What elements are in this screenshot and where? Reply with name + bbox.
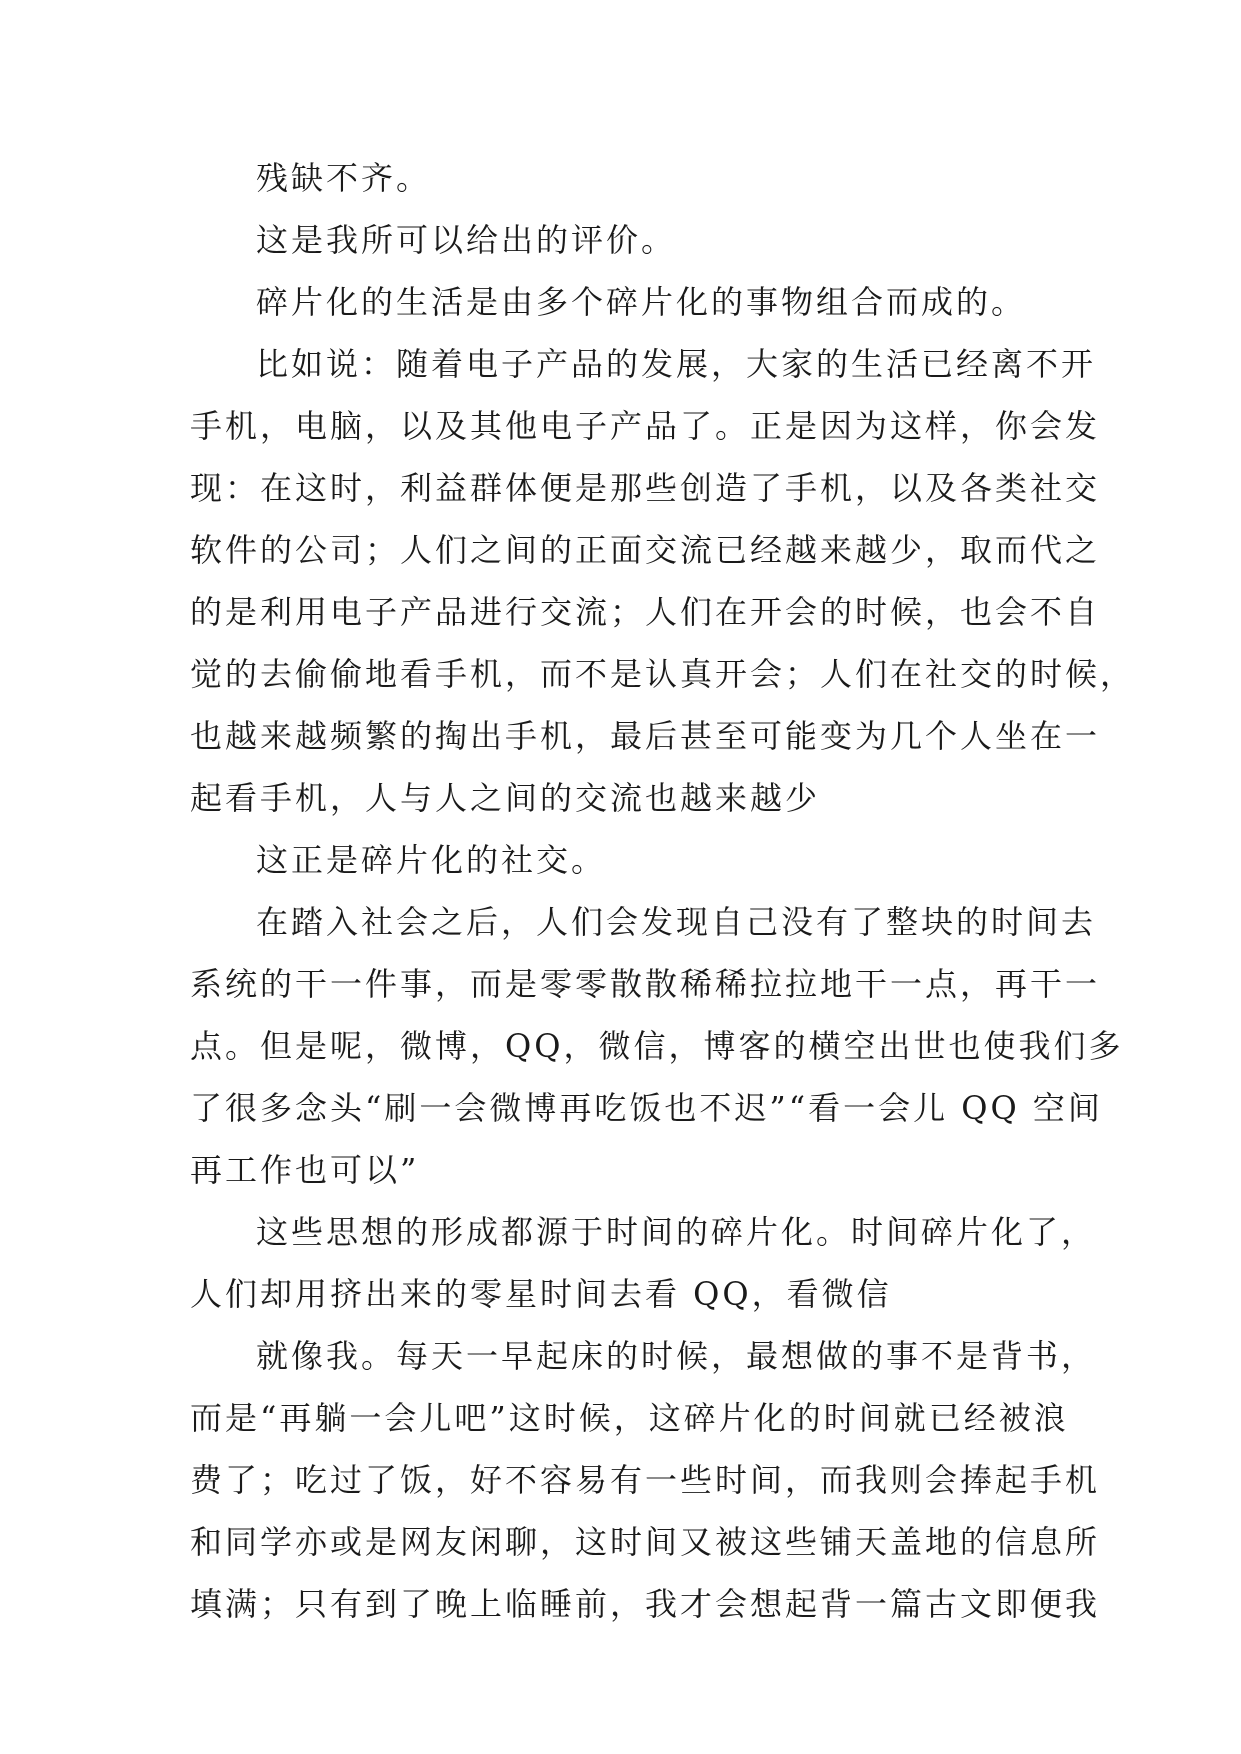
text-line: 在踏入社会之后，人们会发现自己没有了整块的时间去 xyxy=(256,903,1097,941)
text-line: 起看手机，人与人之间的交流也越来越少 xyxy=(190,779,821,817)
text-line: 点。但是呢，微博，QQ，微信，博客的横空出世也使我们多 xyxy=(190,1027,1124,1065)
text-line: 也越来越频繁的掏出手机，最后甚至可能变为几个人坐在一 xyxy=(190,717,1101,755)
text-line: 软件的公司；人们之间的正面交流已经越来越少，取而代之 xyxy=(190,531,1101,569)
text-line: 残缺不齐。 xyxy=(256,159,432,197)
text-line: 觉的去偷偷地看手机，而不是认真开会；人们在社交的时候， xyxy=(190,655,1136,693)
text-line: 人们却用挤出来的零星时间去看 QQ，看微信 xyxy=(190,1275,892,1313)
text-line: 这正是碎片化的社交。 xyxy=(256,841,607,879)
text-line: 这是我所可以给出的评价。 xyxy=(256,221,677,259)
text-line: 系统的干一件事，而是零零散散稀稀拉拉地干一点，再干一 xyxy=(190,965,1101,1003)
text-line: 的是利用电子产品进行交流；人们在开会的时候，也会不自 xyxy=(190,593,1101,631)
text-line: 手机，电脑，以及其他电子产品了。正是因为这样，你会发 xyxy=(190,407,1101,445)
text-line: 和同学亦或是网友闲聊，这时间又被这些铺天盖地的信息所 xyxy=(190,1523,1101,1561)
text-line: 就像我。每天一早起床的时候，最想做的事不是背书， xyxy=(256,1337,1097,1375)
text-line: 再工作也可以” xyxy=(190,1151,420,1189)
text-line: 这些思想的形成都源于时间的碎片化。时间碎片化了， xyxy=(256,1213,1097,1251)
text-line: 现：在这时，利益群体便是那些创造了手机，以及各类社交 xyxy=(190,469,1101,507)
text-line: 而是“再躺一会儿吧”这时候，这碎片化的时间就已经被浪 xyxy=(190,1399,1069,1437)
text-line: 费了；吃过了饭，好不容易有一些时间，而我则会捧起手机 xyxy=(190,1461,1101,1499)
text-line: 了很多念头“刷一会微博再吃饭也不迟”“看一会儿 QQ 空间 xyxy=(190,1089,1103,1127)
text-line: 填满；只有到了晚上临睡前，我才会想起背一篇古文即便我 xyxy=(190,1585,1101,1623)
text-line: 碎片化的生活是由多个碎片化的事物组合而成的。 xyxy=(256,283,1027,321)
text-line: 比如说：随着电子产品的发展，大家的生活已经离不开 xyxy=(256,345,1097,383)
